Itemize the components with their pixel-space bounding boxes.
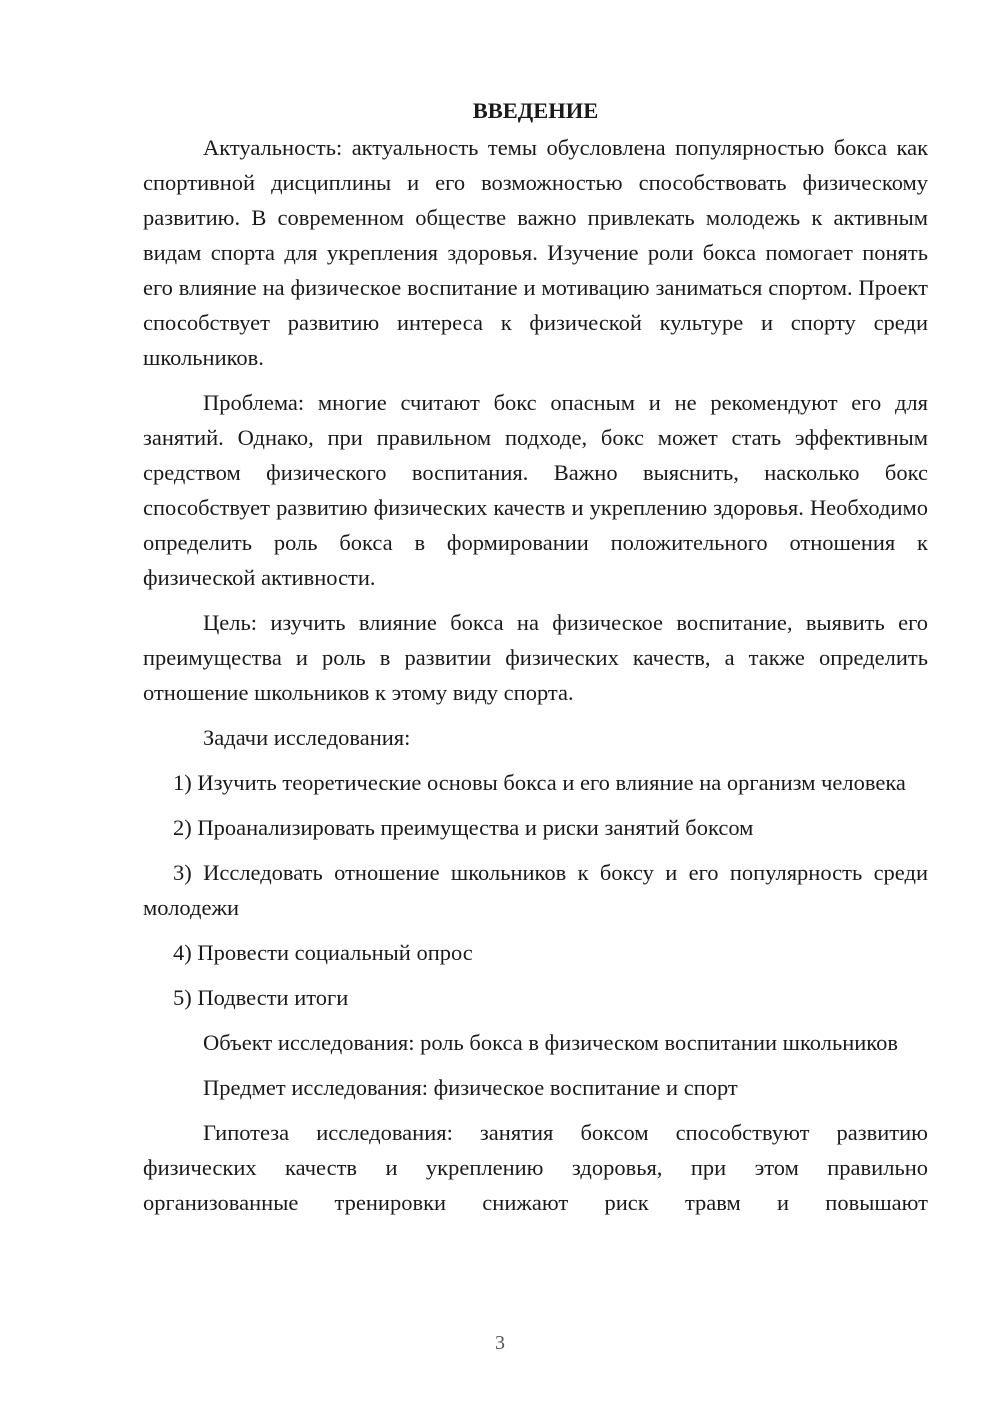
- subject-paragraph: Предмет исследования: физическое воспитание и спорт: [203, 1075, 738, 1100]
- tasks-heading: Задачи исследования:: [203, 725, 411, 750]
- section-title: ВВЕДЕНИЕ: [472, 98, 599, 123]
- problem-paragraph: Проблема: многие считают бокс опасным и не рекомендуют его для занятий. Однако, при правильном подходе, бокс может стать эффективным средством физического воспитания. Важно выяснить, насколько бокс способствует развитию физических качеств и укреплению здоровья. Необходимо определить роль бокса в формировании положительного отношения к физической активности.: [143, 390, 928, 590]
- task-item-5: 5) Подвести итоги: [173, 985, 349, 1010]
- object-paragraph: Объект исследования: роль бокса в физическом воспитании школьников: [203, 1030, 898, 1055]
- task-item-1: 1) Изучить теоретические основы бокса и его влияние на организм человека: [173, 770, 906, 795]
- task-item-3: 3) Исследовать отношение школьников к боксу и его популярность среди молодежи: [143, 860, 928, 920]
- page-number: 3: [495, 1332, 505, 1354]
- document-page: [143, 93, 928, 1230]
- goal-paragraph: Цель: изучить влияние бокса на физическое воспитание, выявить его преимущества и роль в развитии физических качеств, а также определить отношение школьников к этому виду спорта.: [143, 610, 928, 705]
- hypothesis-paragraph: Гипотеза исследования: занятия боксом способствуют развитию физических качеств и укреплению здоровья, при этом правильно организованные тренировки снижают риск травм и повышают: [143, 1120, 928, 1215]
- relevance-paragraph: Актуальность: актуальность темы обусловлена популярностью бокса как спортивной дисциплины и его возможностью способствовать физическому развитию. В современном обществе важно привлекать молодежь к активным видам спорта для укрепления здоровья. Изучение роли бокса помогает понять его влияние на физическое воспитание и мотивацию заниматься спортом. Проект способствует развитию интереса к физической культуре и спорту среди школьников.: [143, 135, 928, 370]
- task-item-2: 2) Проанализировать преимущества и риски занятий боксом: [173, 815, 754, 840]
- task-item-4: 4) Провести социальный опрос: [173, 940, 473, 965]
